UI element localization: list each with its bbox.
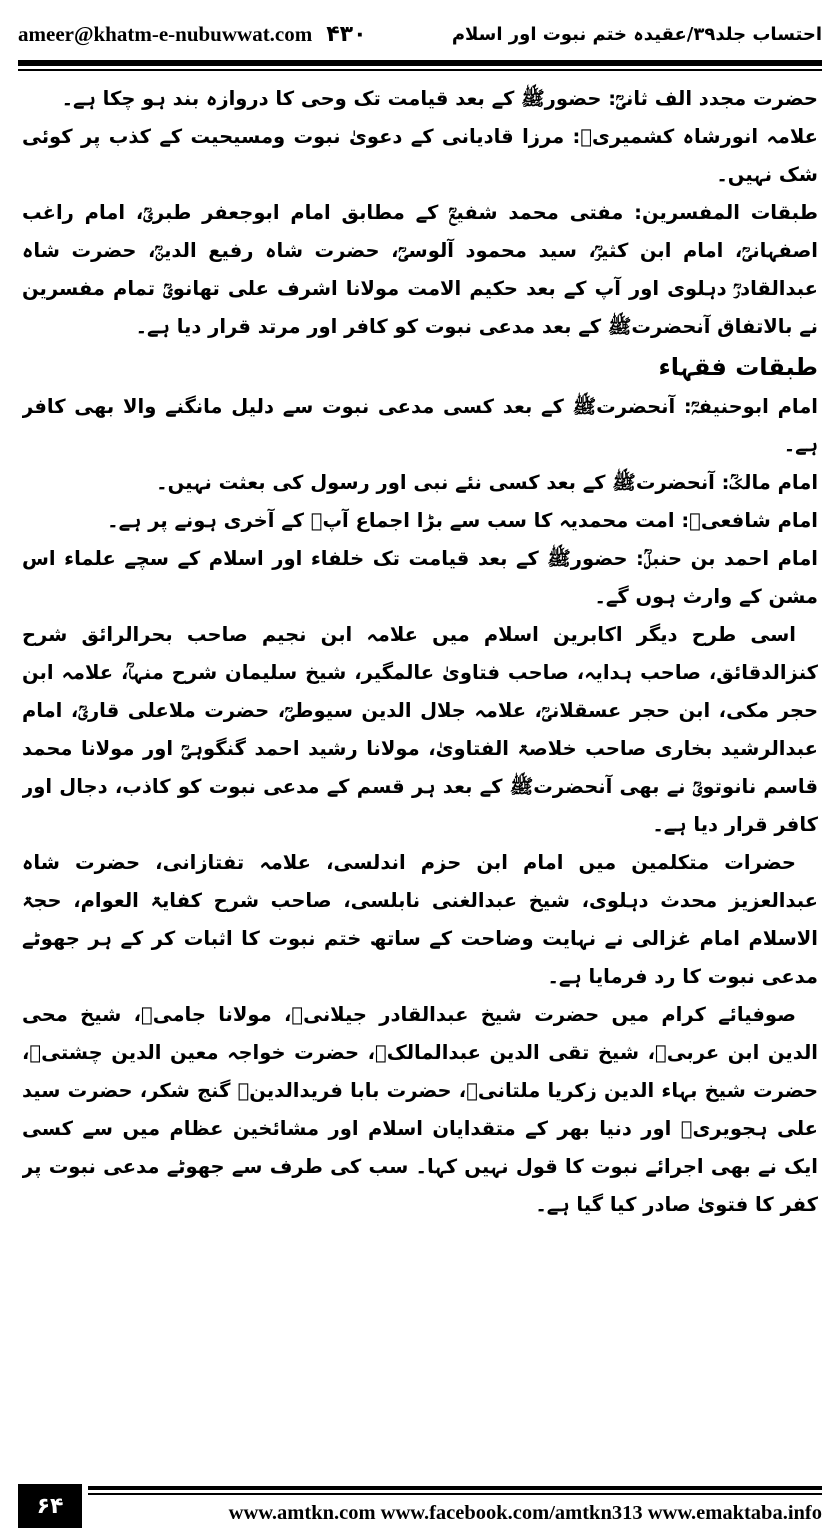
header-book-title: احتساب جلد۳۹/عقیدہ ختم نبوت اور اسلام [451, 23, 822, 45]
paragraphs-group-2 [22, 388, 818, 1224]
paragraph: صوفیائے کرام میں حضرت شیخ عبدالقادر جیلانیؒ، مولانا جامیؒ، شیخ محی الدین ابن عربیؒ، شیخ تقی الدین عبدالمالکؒ، حضرت خواجہ معین الدین چشتیؒ، حضرت شیخ بہاء الدین زکریا ملتانیؒ، حضرت بابا فریدالدینؒ گنج شکر، حضرت سید علی ہجویریؒ اور دنیا بھر کے متقدایان اسلام اور مشائخین عظام میں سے کسی ایک نے بھی اجرائے نبوت کا قول نہیں کہا۔ سب کی طرف سے جھوٹے مدعی نبوت پر کفر کا فتویٰ صادر کیا گیا ہے۔ [22, 1003, 818, 1216]
paragraph: علامہ انورشاہ کشمیریؒ: مرزا قادیانی کے دعویٰ نبوت ومسیحیت کے کذب پر کوئی شک نہیں۔ [22, 125, 818, 186]
paragraph: امام ابوحنیفہؒ: آنحضرتﷺ کے بعد کسی مدعی نبوت سے دلیل مانگنے والا بھی کافر ہے۔ [22, 395, 818, 456]
page-footer [18, 1484, 822, 1528]
header-rule-thick [18, 60, 822, 66]
header-left [18, 22, 367, 47]
footer-rule-thick [88, 1486, 822, 1490]
paragraph: طبقات المفسرین: مفتی محمد شفیعؒ کے مطابق امام ابوجعفر طبریؒ، امام راغب اصفہانیؒ، امام ابن کثیرؒ، سید محمود آلوسیؒ، حضرت شاہ رفیع الدینؒ، حضرت شاہ عبدالقادرؒ دہلوی اور آپ کے بعد حکیم الامت مولانا اشرف علی تھانویؒ تمام مفسرین نے بالاتفاق آنحضرتﷺ کے بعد مدعی نبوت کو کافر اور مرتد قرار دیا ہے۔ [22, 201, 818, 338]
paragraph: حضرت مجدد الف ثانیؒ: حضورﷺ کے بعد قیامت تک وحی کا دروازہ بند ہو چکا ہے۔ [61, 87, 818, 110]
paragraph: امام شافعیؒ: امت محمدیہ کا سب سے بڑا اجماع آپؐ کے آخری ہونے پر ہے۔ [107, 509, 818, 532]
footer-rule-thin [88, 1493, 822, 1495]
footer-links: www.amtkn.com www.facebook.com/amtkn313 www.emaktaba.info [228, 1502, 822, 1524]
paragraphs-group-1 [22, 80, 818, 346]
page-header [18, 12, 822, 56]
paragraph: امام احمد بن حنبلؒ: حضورﷺ کے بعد قیامت تک خلفاء اور اسلام کے سچے علماء اس مشن کے وارث ہوں گے۔ [22, 547, 818, 608]
paragraph: امام مالکؒ: آنحضرتﷺ کے بعد کسی نئے نبی اور رسول کی بعثت نہیں۔ [156, 471, 818, 494]
header-page-number: ۴۳۰ [326, 21, 367, 47]
page-body [22, 80, 818, 1472]
header-rule-thin [18, 69, 822, 71]
header-email: ameer@khatm-e-nubuwwat.com [18, 21, 313, 46]
paragraph: حضرات متکلمین میں امام ابن حزم اندلسی، علامہ تفتازانی، حضرت شاہ عبدالعزیز محدث دہلوی، شیخ عبدالغنی نابلسی، صاحب شرح کفایۃ العوام، حجۃ الاسلام امام غزالی نے نہایت وضاحت کے ساتھ ختم نبوت کا اثبات کر کے ہر جھوٹے مدعی نبوت کا رد فرمایا ہے۔ [22, 851, 818, 988]
section-heading: طبقات فقہاء [658, 353, 818, 381]
footer-page-number: ۶۴ [18, 1484, 82, 1528]
paragraph: اسی طرح دیگر اکابرین اسلام میں علامہ ابن نجیم صاحب بحرالرائق شرح کنزالدقائق، صاحب ہدایہ، صاحب فتاویٰ عالمگیر، شیخ سلیمان شرح منہاؒ، علامہ ابن حجر مکی، ابن حجر عسقلانیؒ، علامہ جلال الدین سیوطیؒ، حضرت ملاعلی قاریؒ، امام عبدالرشید بخاری صاحب خلاصۃ الفتاویٰ، مولانا رشید احمد گنگوہیؒ اور مولانا محمد قاسم نانوتویؒ نے بھی آنحضرتﷺ کے بعد ہر قسم کے مدعی نبوت کو کاذب، دجال اور کافر قرار دیا ہے۔ [22, 623, 818, 836]
